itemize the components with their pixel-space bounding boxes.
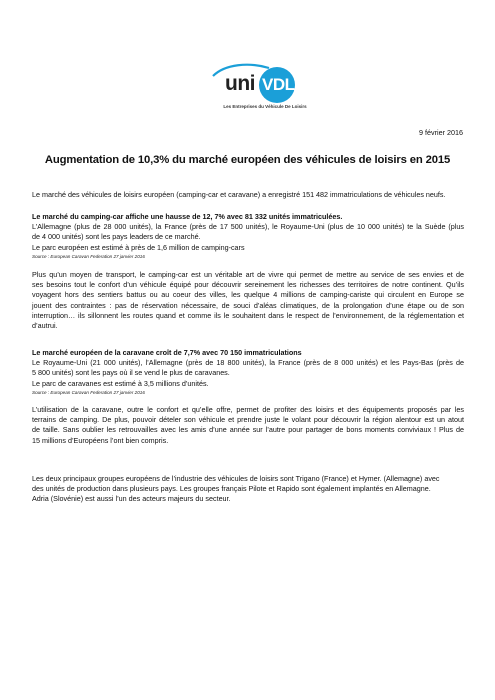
paragraph-line: Adria (Slovénie) est aussi l’un des acteurs majeurs du secteur. bbox=[32, 494, 231, 504]
campingcar-source: Source : European Caravan Federation 27 janvier 2016 bbox=[32, 253, 145, 259]
logo-tagline: Les Entreprises du Véhicule De Loisirs bbox=[223, 104, 307, 109]
document-date: 9 février 2016 bbox=[419, 128, 463, 137]
caravane-paragraph bbox=[32, 405, 464, 446]
campingcar-heading: Le marché du camping-car affiche une hausse de 12, 7% avec 81 332 unités immatriculées. bbox=[32, 212, 343, 221]
paragraph-line: ses besoins tout le confort d’un véhicule équipé pour découvrir sereinement les richesses des territoires de notre continent. Qu’ils bbox=[32, 280, 464, 290]
campingcar-section bbox=[32, 212, 464, 260]
caravane-section bbox=[32, 348, 464, 396]
paragraph-line: jouent des contraintes : pas de réservation nécessaire, de souci d’aléas climatiques, de la prolongation d’une étape ou de son bbox=[32, 300, 464, 310]
paragraph-line: voyagent hors des sentiers battus ou au coeur des villes, les quelque 4 millions de camping-cariste qui circulent en Europe se bbox=[32, 290, 464, 300]
paragraph-line: 15 millions d’Européens l’ont bien compris. bbox=[32, 435, 169, 445]
caravane-heading: Le marché européen de la caravane croît de 7,7% avec 70 150 immatriculations bbox=[32, 348, 302, 357]
intro-paragraph bbox=[32, 190, 464, 200]
caravane-line: Le Royaume-Uni (21 000 unités), l’Allemagne (près de 18 800 unités), la France (près de 8 000 unités) et les Pays-Bas (près de bbox=[32, 358, 464, 368]
industry-paragraph bbox=[32, 474, 464, 505]
caravane-source: Source : European Caravan Federation 27 janvier 2016 bbox=[32, 389, 145, 395]
paragraph-line: d’autrui. bbox=[32, 321, 58, 331]
campingcar-line: L’Allemagne (plus de 28 000 unités), la France (près de 17 500 unités), le Royaume-Uni (plus de 10 000 unités) te la Suède (plus bbox=[32, 222, 464, 232]
paragraph-line: des unités de production dans plusieurs pays. Les groupes français Pilote et Rapido sont également implantés en Allemagne. bbox=[32, 484, 431, 494]
logo-vdl-text: VDL bbox=[262, 75, 295, 94]
intro-line: Le marché des véhicules de loisirs européen (camping-car et caravane) a enregistré 151 482 immatriculations de véhicules neufs. bbox=[32, 190, 446, 199]
paragraph-line: Les deux principaux groupes européens de l’industrie des véhicules de loisirs sont Trigano (France) et Hymer. (Allemagne) avec bbox=[32, 474, 440, 483]
paragraph-line: terrains de camping. De plus, pouvoir dételer son véhicule et prendre juste le volant pour découvrir la région alentour est un atout bbox=[32, 415, 464, 425]
page-title: Augmentation de 10,3% du marché européen des véhicules de loisirs en 2015 bbox=[44, 154, 451, 166]
campingcar-paragraph bbox=[32, 270, 464, 331]
paragraph-line: interruption… ils sillonnent les routes quand et comme ils le souhaitent dans le respect de l’environnement, de la réglementation et bbox=[32, 310, 464, 320]
campingcar-line: de 4 000 unités) sont les pays leaders de ce marché. bbox=[32, 232, 201, 242]
logo-uni-text: uni bbox=[225, 72, 255, 95]
paragraph-line: L’utilisation de la caravane, outre le confort et qu’elle offre, permet de profiter des loisirs et des équipements proposés par les bbox=[32, 405, 464, 414]
caravane-line: 5 800 unités) sont les pays où il se vend le plus de caravanes. bbox=[32, 368, 230, 378]
campingcar-line: Le parc européen est estimé à près de 1,6 million de camping-cars bbox=[32, 242, 245, 252]
caravane-line: Le parc de caravanes est estimé à 3,5 millions d’unités. bbox=[32, 378, 209, 388]
paragraph-line: de taille. Sans oublier les retrouvailles avec les amis d’une année sur l’autre pour partager de bons moments conviviaux ! Plus de bbox=[32, 425, 464, 435]
paragraph-line: Plus qu’un moyen de transport, le camping-car est un véritable art de vivre qui permet de mettre au service de ses envies et de bbox=[32, 270, 464, 279]
univdl-logo bbox=[205, 58, 325, 120]
